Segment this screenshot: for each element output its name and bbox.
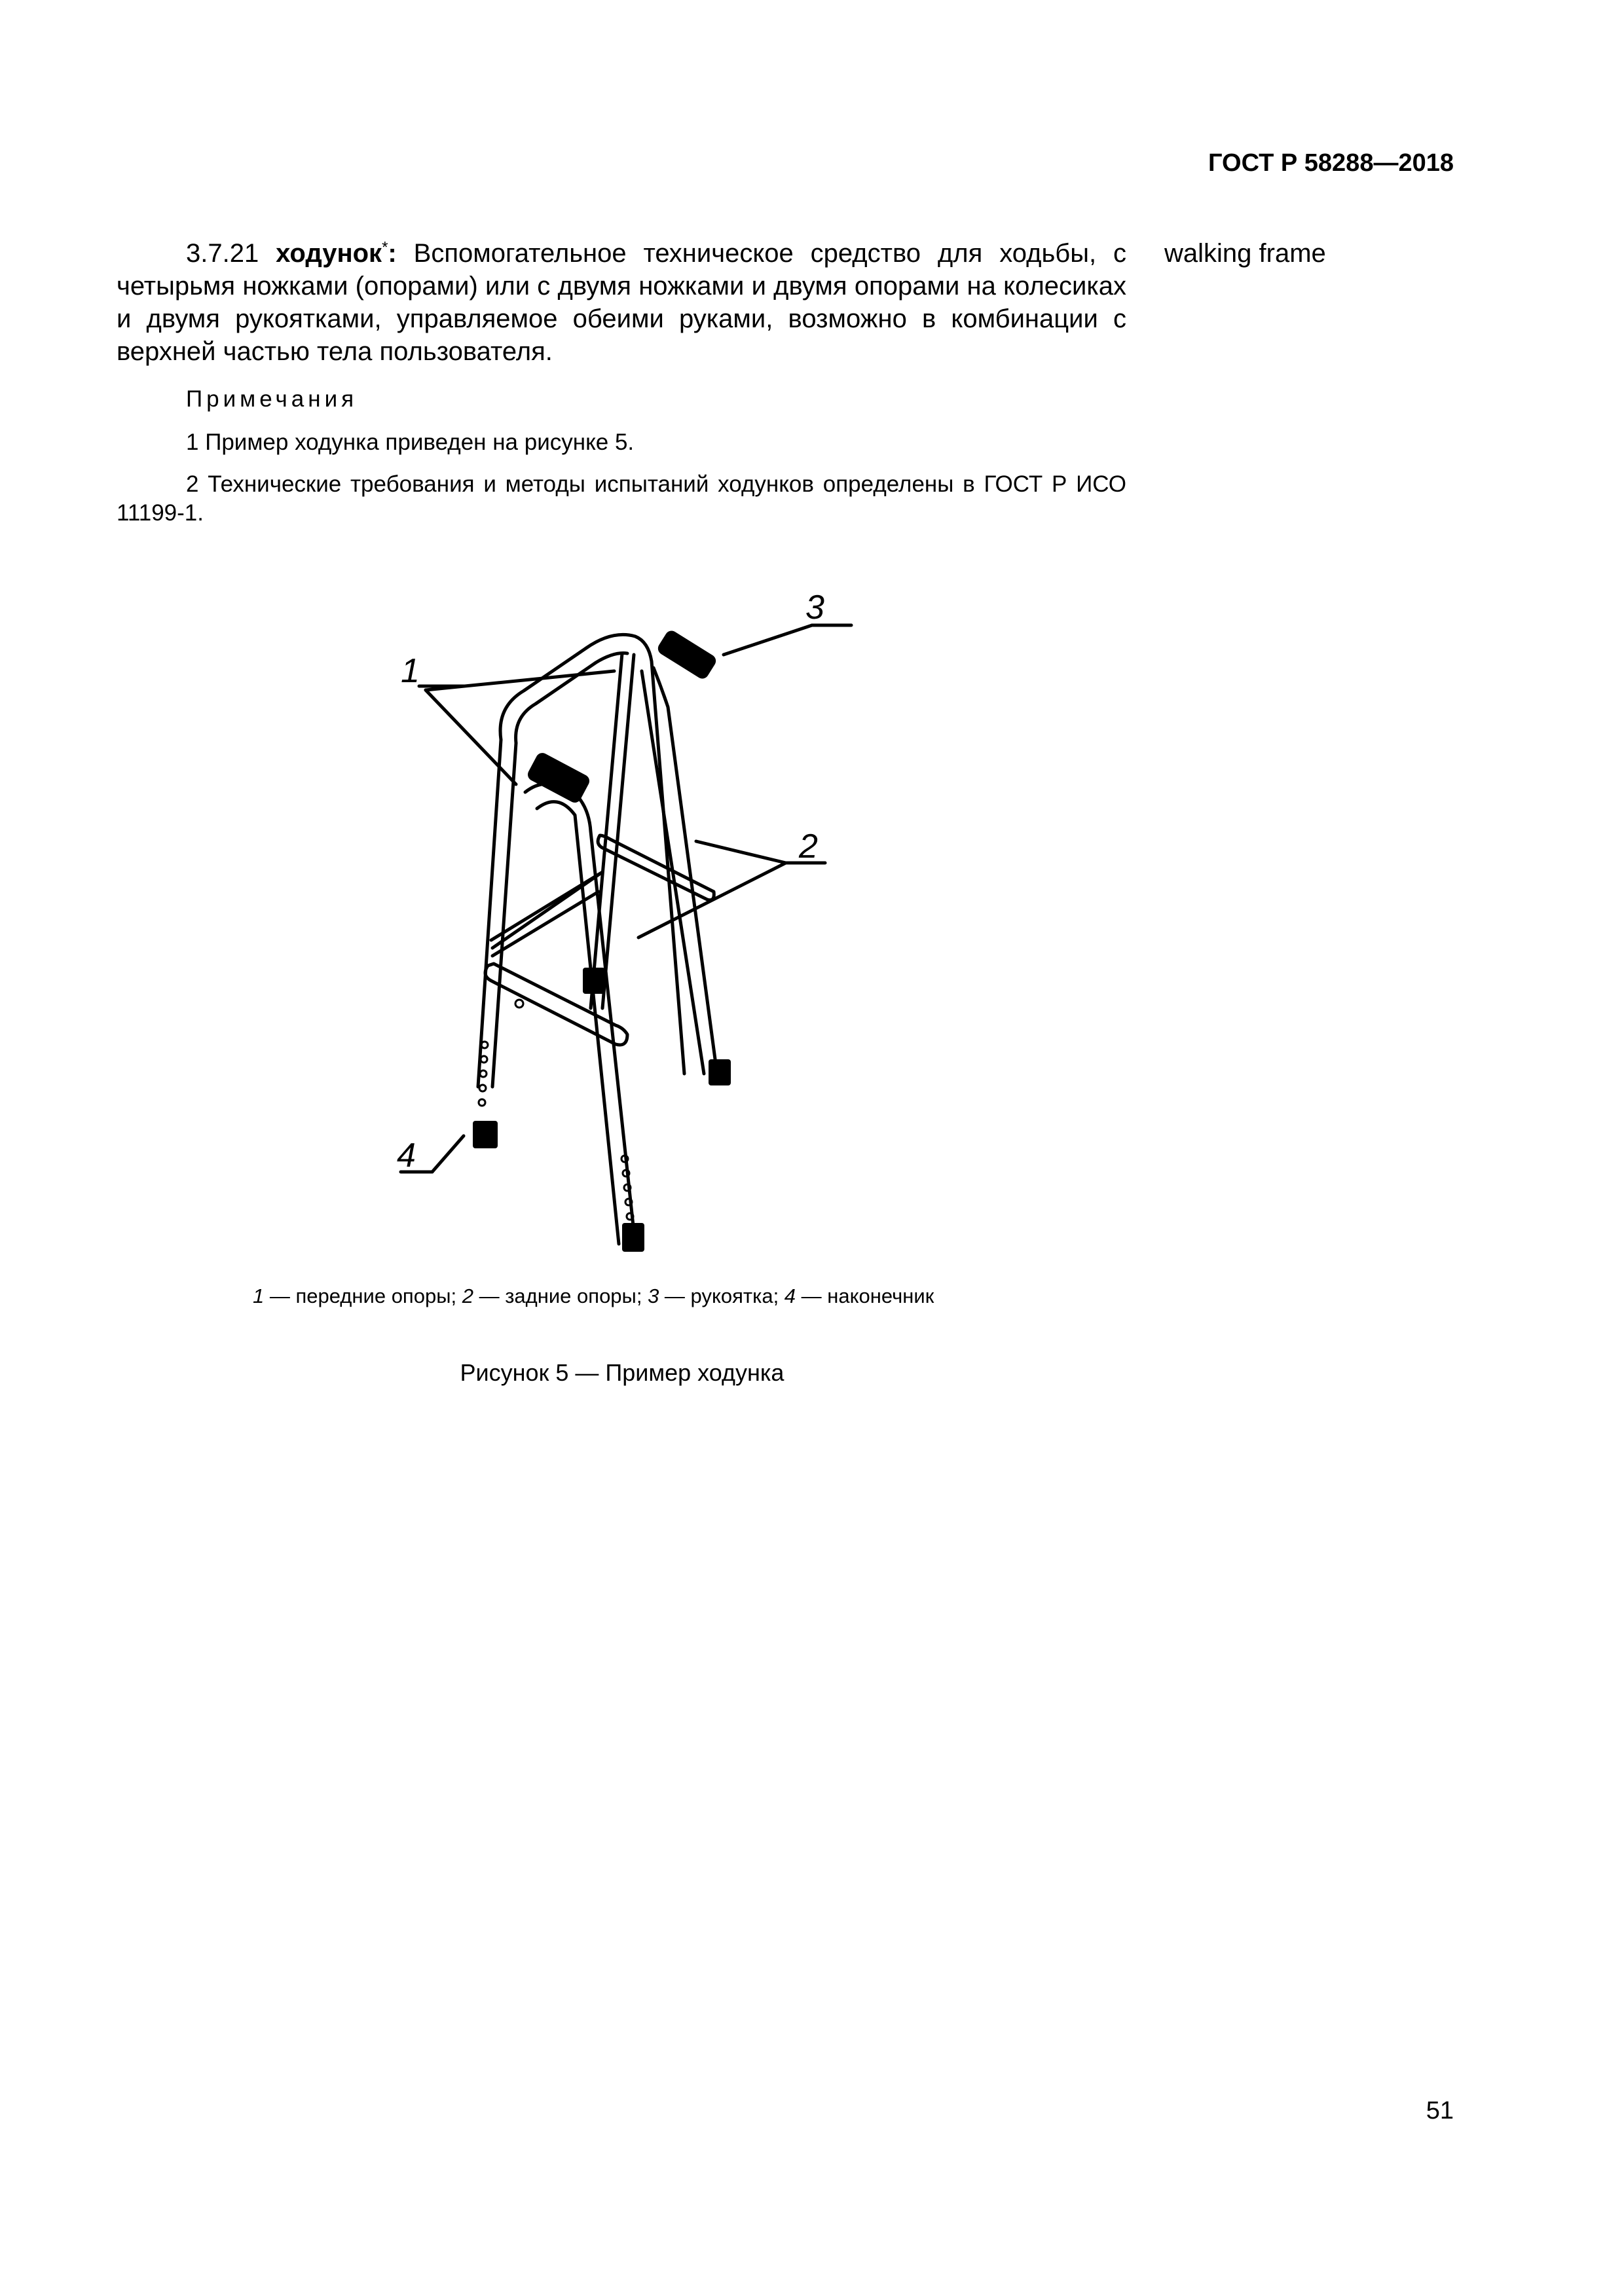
foot-tip-rear-near <box>622 1223 644 1252</box>
legend-num-2: 2 <box>462 1285 473 1307</box>
term-colon: : <box>388 239 397 268</box>
walking-frame-drawing <box>354 576 877 1270</box>
legend-num-3: 3 <box>648 1285 659 1307</box>
notes-heading: Примечания <box>186 386 358 412</box>
rear-leg-near <box>525 784 635 1244</box>
legend-text-4: наконечник <box>827 1285 934 1307</box>
note-2: 2 Технические требования и методы испытаний ходунков определены в ГОСТ Р ИСО 11199-1. <box>117 471 1126 526</box>
callout-2: 2 <box>799 828 818 866</box>
page-number: 51 <box>1426 2097 1454 2124</box>
foot-tip-front-left <box>473 1121 498 1148</box>
note-1: 1 Пример ходунка приведен на рисунке 5. <box>186 429 635 455</box>
term-marker: * <box>382 238 388 257</box>
legend-text-2: задние опоры <box>505 1285 637 1307</box>
term-english: walking frame <box>1164 239 1326 268</box>
callout-3: 3 <box>805 589 824 627</box>
standard-id: ГОСТ Р 58288—2018 <box>1208 149 1454 177</box>
handle-grip-near <box>525 751 591 805</box>
rear-leg-far <box>591 653 634 1008</box>
term-name: ходунок <box>276 239 382 268</box>
figure-legend: 1 — передние опоры; 2 — задние опоры; 3 — рукоятка; 4 — наконечник <box>253 1285 934 1307</box>
foot-tip-rear-far <box>583 968 605 994</box>
legend-num-4: 4 <box>784 1285 796 1307</box>
legend-text-1: передние опоры <box>295 1285 451 1307</box>
legend-text-3: рукоятка <box>690 1285 773 1307</box>
adjustment-holes <box>479 1000 633 1220</box>
handle-grip-far <box>655 629 718 682</box>
term-definition <box>117 237 1126 368</box>
foot-tip-right <box>709 1059 731 1085</box>
legend-num-1: 1 <box>253 1285 265 1307</box>
callout-4: 4 <box>397 1137 416 1175</box>
callout-1: 1 <box>401 652 420 690</box>
term-definition-text: Вспомогательное техническое средство для ходьбы, с четырьмя ножками (опорами) или с двумя ножками и двумя опорами на колесиках и двумя рукоятками, управляемое обеими руками, возможно в комбинации с верхней частью тела пользователя. <box>117 239 1126 366</box>
walking-frame-figure <box>354 576 877 1270</box>
figure-caption: Рисунок 5 — Пример ходунка <box>460 1359 784 1386</box>
front-leg-left-outer <box>478 740 516 1087</box>
term-number: 3.7.21 <box>186 239 259 268</box>
